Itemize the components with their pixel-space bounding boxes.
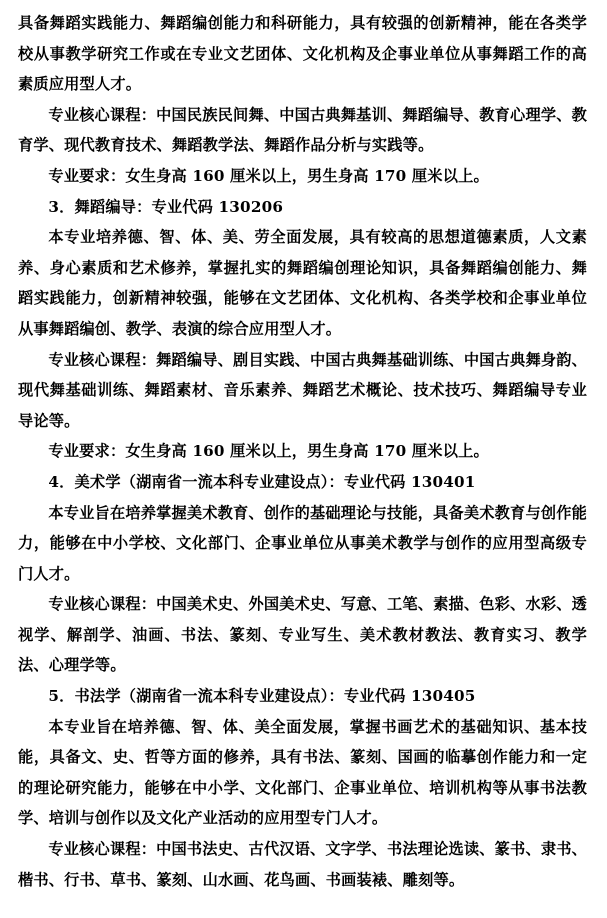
- paragraph-core-courses-dance-education: 专业核心课程：中国民族民间舞、中国古典舞基训、舞蹈编导、教育心理学、教育学、现代教育技术、舞蹈教学法、舞蹈作品分析与实践等。: [18, 105, 587, 155]
- paragraph-description-choreography: 本专业培养德、智、体、美、劳全面发展，具有较高的思想道德素质，人文素养、身心素质和艺术修养，掌握扎实的舞蹈编创理论知识，具备舞蹈编创能力、舞蹈实践能力，创新精神较强，能够在文艺团体、文化机构、各类学校和企事业单位从事舞蹈编创、教学、表演的综合应用型人才。: [18, 228, 587, 338]
- paragraph-description-fine-arts: 本专业旨在培养掌握美术教育、创作的基础理论与技能，具备美术教育与创作能力，能够在中小学校、文化部门、企事业单位从事美术教学与创作的应用型高级专门人才。: [18, 503, 587, 583]
- heading-major-4-fine-arts: 4．美术学（湖南省一流本科专业建设点）：专业代码 130401: [48, 472, 476, 491]
- paragraph-core-courses-choreography: 专业核心课程：舞蹈编导、剧目实践、中国古典舞基础训练、中国古典舞身韵、现代舞基础训练、舞蹈素材、音乐素养、舞蹈艺术概论、技术技巧、舞蹈编导专业导论等。: [18, 350, 587, 430]
- paragraph-requirements-choreography: 专业要求：女生身高 160 厘米以上，男生身高 170 厘米以上。: [48, 442, 489, 461]
- paragraph-continuation: 具备舞蹈实践能力、舞蹈编创能力和科研能力，具有较强的创新精神，能在各类学校从事教学研究工作或在专业文艺团体、文化机构及企事业单位从事舞蹈工作的高素质应用型人才。: [18, 14, 587, 94]
- paragraph-core-courses-fine-arts: 专业核心课程：中国美术史、外国美术史、写意、工笔、素描、色彩、水彩、透视学、解剖学、油画、书法、篆刻、专业写生、美术教材教法、教育实习、教学法、心理学等。: [18, 595, 587, 675]
- heading-major-3-choreography: 3．舞蹈编导：专业代码 130206: [48, 197, 284, 216]
- paragraph-description-calligraphy: 本专业旨在培养德、智、体、美全面发展，掌握书画艺术的基础知识、基本技能，具备文、史、哲等方面的修养，具有书法、篆刻、国画的临摹创作能力和一定的理论研究能力，能够在中小学、文化部门、企事业单位、培训机构等从事书法教学、培训与创作以及文化产业活动的应用型专门人才。: [18, 717, 587, 828]
- paragraph-requirements-dance-education: 专业要求：女生身高 160 厘米以上，男生身高 170 厘米以上。: [48, 166, 489, 185]
- heading-major-5-calligraphy: 5．书法学（湖南省一流本科专业建设点）：专业代码 130405: [48, 687, 476, 706]
- paragraph-core-courses-calligraphy: 专业核心课程：中国书法史、古代汉语、文字学、书法理论选读、篆书、隶书、楷书、行书、草书、篆刻、山水画、花鸟画、书画装裱、雕刻等。: [18, 840, 587, 889]
